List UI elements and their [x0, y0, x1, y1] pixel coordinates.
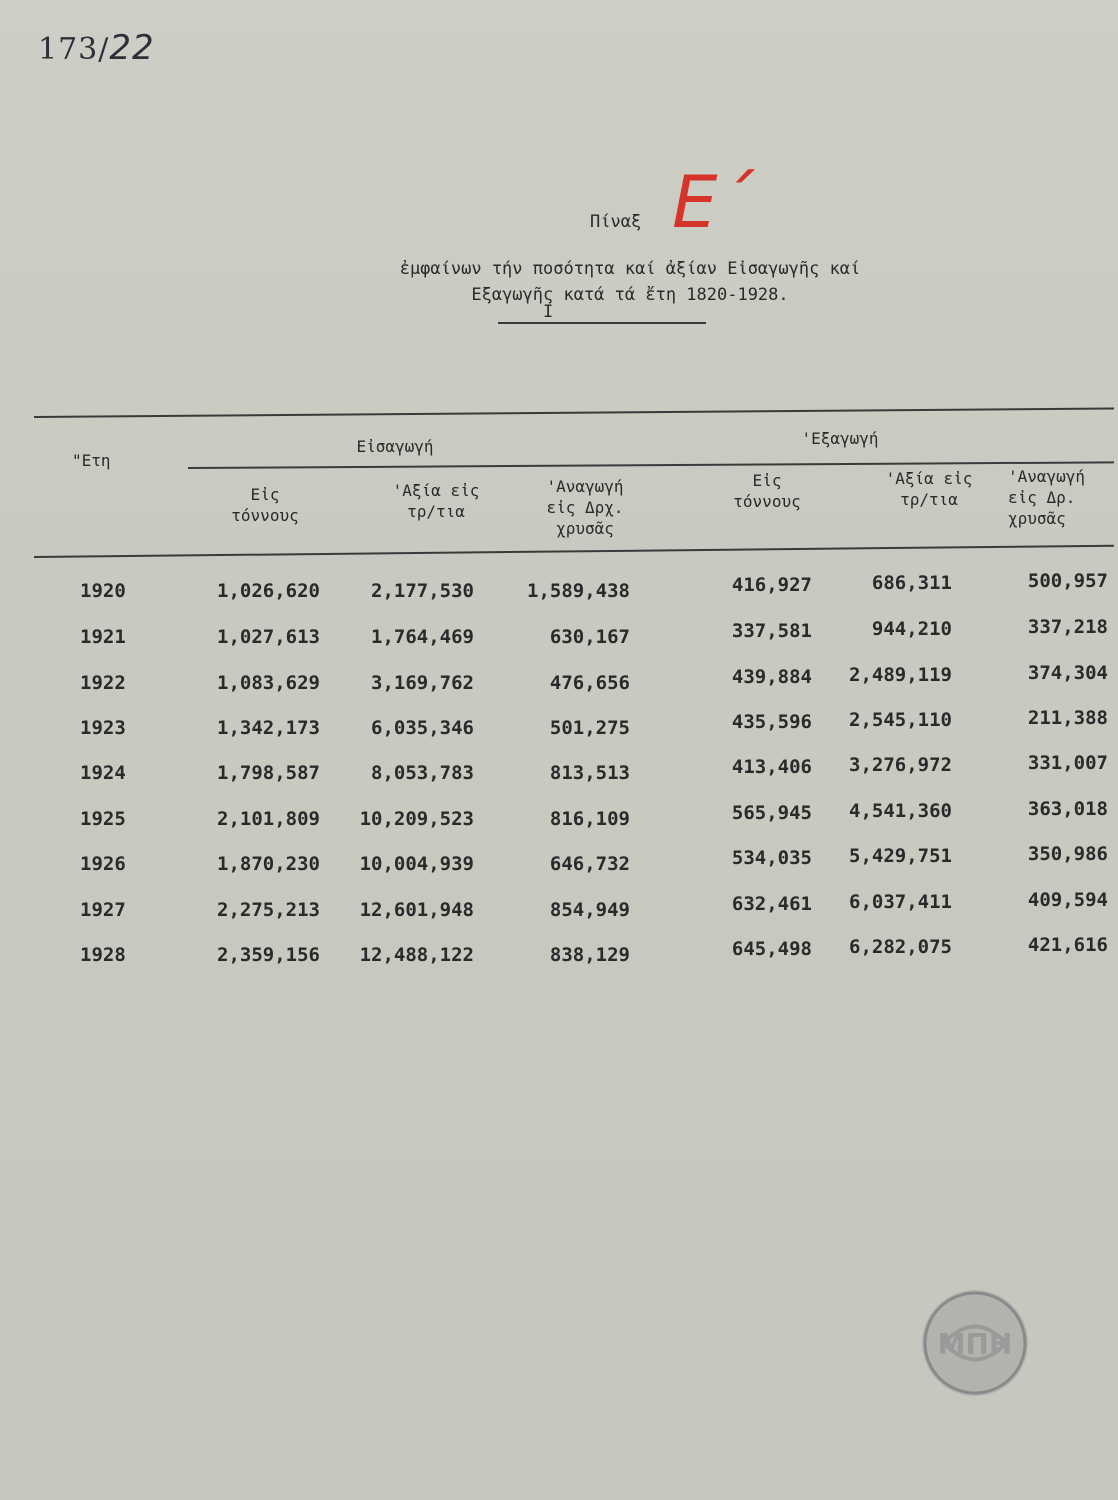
subtitle-line-1: ἐμφαίνων τήν ποσότητα καί ἀξίαν Εἰσαγωγῆς καί [399, 259, 861, 279]
header-import-value [370, 480, 502, 522]
cell-import-value: 8,053,783 [371, 762, 474, 784]
cell-export-gold: 374,304 [1027, 662, 1108, 684]
header-export-gold-line-1: 'Αναγωγή [1008, 467, 1086, 486]
cell-year: 1923 [80, 717, 126, 739]
header-import-gold-line-3: χρυσᾶς [556, 519, 614, 538]
archive-stamp-text: ΜΠΗ [937, 1328, 1013, 1361]
cell-export-value: 6,037,411 [849, 891, 952, 913]
table-row [0, 707, 1118, 747]
cell-import-value: 12,488,122 [359, 944, 474, 966]
header-import-gold-line-1: 'Αναγωγή [546, 477, 624, 496]
cell-import-tons: 1,342,173 [217, 717, 320, 739]
cell-year: 1920 [80, 580, 126, 602]
cell-import-tons: 2,359,156 [217, 944, 320, 966]
header-export-gold [1008, 466, 1118, 529]
header-import-value-line-1: 'Αξία εἰς [392, 481, 480, 500]
cell-export-tons: 534,035 [731, 847, 812, 869]
header-import-gold-line-2: εἰς Δρχ. [546, 498, 624, 517]
cell-year: 1928 [80, 944, 126, 966]
table-row [0, 798, 1118, 838]
cell-export-value: 6,282,075 [849, 936, 952, 958]
cell-import-value: 12,601,948 [359, 899, 474, 921]
cell-import-tons: 2,101,809 [217, 808, 320, 830]
header-years: "Ετη [72, 451, 111, 470]
cell-export-tons: 565,945 [731, 802, 812, 824]
cell-export-gold: 337,218 [1027, 616, 1108, 638]
archive-stamp-icon [922, 1290, 1028, 1396]
cell-year: 1922 [80, 672, 126, 694]
cell-import-tons: 1,083,629 [217, 672, 320, 694]
header-export-tons-line-1: Εἰς [752, 471, 782, 490]
header-import-gold [520, 476, 650, 539]
cell-import-gold: 630,167 [549, 626, 630, 648]
cell-export-value: 5,429,751 [849, 845, 952, 867]
header-export-tons [712, 470, 822, 512]
archive-reference [38, 28, 155, 68]
cell-import-gold: 476,656 [549, 672, 630, 694]
cell-import-value: 1,764,469 [371, 626, 474, 648]
cell-export-tons: 416,927 [731, 574, 812, 596]
header-export-value-line-1: 'Αξία εἰς [885, 469, 973, 488]
header-export-gold-line-2: εἰς Δρ. [1008, 488, 1076, 507]
header-export-gold-line-3: χρυσᾶς [1008, 509, 1066, 528]
archive-reference-handwritten: 22 [109, 28, 155, 68]
cell-import-tons: 1,026,620 [217, 580, 320, 602]
cell-import-gold: 646,732 [549, 853, 630, 875]
header-import-tons-line-1: Εἰς [250, 485, 280, 504]
cell-year: 1924 [80, 762, 126, 784]
cell-export-gold: 211,388 [1027, 707, 1108, 729]
header-import-tons-line-2: τόννους [231, 506, 299, 525]
part-number: I [543, 302, 554, 322]
cell-import-value: 3,169,762 [371, 672, 474, 694]
table-row [0, 843, 1118, 883]
cell-import-tons: 1,798,587 [217, 762, 320, 784]
cell-import-value: 10,209,523 [359, 808, 474, 830]
title-underline [498, 322, 706, 324]
subtitle-line-2: Εξαγωγῆς κατά τά ἔτη 1820-1928. [471, 285, 789, 305]
header-group-export: 'Εξαγωγή [801, 429, 879, 448]
header-import-value-line-2: τρ/τια [407, 502, 465, 521]
cell-export-gold: 331,007 [1027, 752, 1108, 774]
cell-export-tons: 645,498 [731, 938, 812, 960]
cell-year: 1925 [80, 808, 126, 830]
cell-import-value: 6,035,346 [371, 717, 474, 739]
table-top-rule [34, 408, 1114, 418]
cell-year: 1926 [80, 853, 126, 875]
cell-import-tons: 1,870,230 [217, 853, 320, 875]
table-row [0, 752, 1118, 792]
cell-export-gold: 500,957 [1027, 570, 1108, 592]
cell-export-value: 686,311 [871, 572, 952, 594]
table-row [0, 570, 1118, 610]
cell-year: 1921 [80, 626, 126, 648]
cell-export-gold: 421,616 [1027, 934, 1108, 956]
header-export-tons-line-2: τόννους [733, 492, 801, 511]
table-subtitle [250, 256, 1010, 308]
table-header-rule [34, 545, 1114, 558]
table-title-word: Πίναξ [590, 212, 642, 232]
cell-export-value: 2,489,119 [849, 664, 952, 686]
header-import-tons [210, 484, 320, 526]
cell-import-tons: 1,027,613 [217, 626, 320, 648]
cell-export-gold: 350,986 [1027, 843, 1108, 865]
header-export-value [862, 468, 996, 510]
archive-stamp-logo [922, 1290, 1028, 1396]
cell-import-value: 10,004,939 [359, 853, 474, 875]
table-row [0, 616, 1118, 656]
cell-export-tons: 337,581 [731, 620, 812, 642]
cell-import-value: 2,177,530 [371, 580, 474, 602]
cell-import-gold: 816,109 [549, 808, 630, 830]
cell-import-tons: 2,275,213 [217, 899, 320, 921]
cell-export-gold: 363,018 [1027, 798, 1108, 820]
cell-year: 1927 [80, 899, 126, 921]
cell-import-gold: 838,129 [549, 944, 630, 966]
cell-export-value: 2,545,110 [849, 709, 952, 731]
cell-export-value: 4,541,360 [849, 800, 952, 822]
cell-export-tons: 439,884 [731, 666, 812, 688]
cell-export-value: 3,276,972 [849, 754, 952, 776]
header-group-import: Εἰσαγωγή [356, 437, 434, 456]
cell-export-tons: 632,461 [731, 893, 812, 915]
cell-export-tons: 413,406 [731, 756, 812, 778]
header-export-value-line-2: τρ/τια [900, 490, 958, 509]
table-title-letter: Ε΄ [672, 160, 754, 244]
cell-export-value: 944,210 [871, 618, 952, 640]
table-row [0, 934, 1118, 974]
cell-import-gold: 854,949 [549, 899, 630, 921]
table-row [0, 889, 1118, 929]
cell-export-tons: 435,596 [731, 711, 812, 733]
cell-import-gold: 813,513 [549, 762, 630, 784]
archive-reference-printed: 173/ [38, 32, 110, 67]
cell-import-gold: 1,589,438 [527, 580, 630, 602]
cell-export-gold: 409,594 [1027, 889, 1108, 911]
cell-import-gold: 501,275 [549, 717, 630, 739]
table-row [0, 662, 1118, 702]
